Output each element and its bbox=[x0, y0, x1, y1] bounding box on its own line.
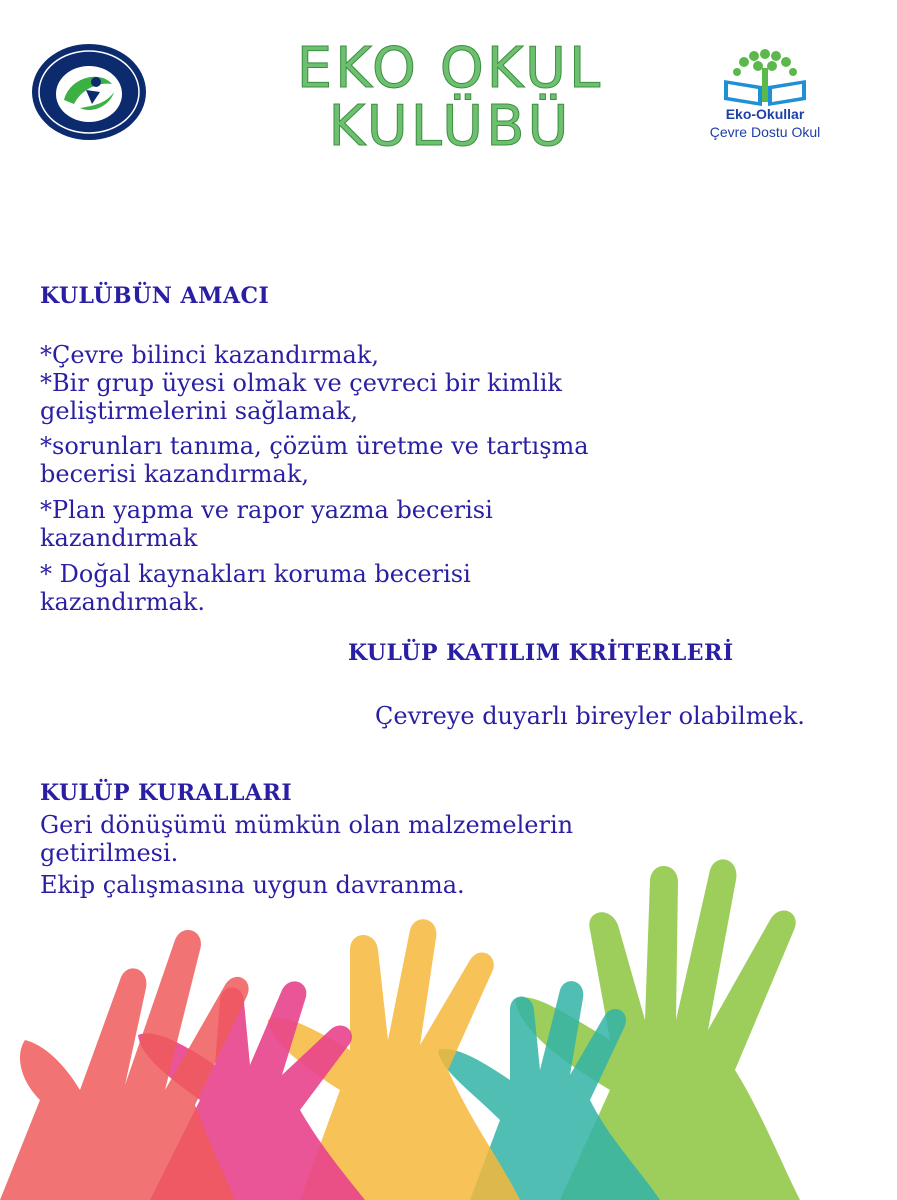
eco-logo-name: Eko-Okullar bbox=[725, 106, 805, 122]
aims-line: *sorunları tanıma, çözüm üretme ve tartışma bbox=[40, 432, 589, 460]
criteria-text: Çevreye duyarlı bireyler olabilmek. bbox=[375, 702, 805, 730]
aims-line: becerisi kazandırmak, bbox=[40, 460, 309, 488]
title-line-2: KULÜBÜ bbox=[328, 94, 572, 159]
aims-heading: KULÜBÜN AMACI bbox=[40, 283, 270, 309]
aims-line: *Çevre bilinci kazandırmak, bbox=[40, 341, 380, 369]
rules-line: getirilmesi. bbox=[40, 839, 179, 867]
rules-line: Ekip çalışmasına uygun davranma. bbox=[40, 871, 465, 899]
eco-logo-subtitle: Çevre Dostu Okul bbox=[709, 124, 821, 140]
aims-line: geliştirmelerini sağlamak, bbox=[40, 397, 358, 425]
title-line-1: EKO OKUL bbox=[296, 36, 604, 101]
aims-line: kazandırmak. bbox=[40, 588, 206, 616]
aims-line: * Doğal kaynakları koruma becerisi bbox=[40, 560, 471, 588]
red-hand-icon bbox=[0, 930, 249, 1200]
colorful-hands-illustration bbox=[0, 840, 897, 1200]
rules-heading: KULÜP KURALLARI bbox=[40, 780, 293, 806]
aims-line: *Bir grup üyesi olmak ve çevreci bir kimlik bbox=[40, 369, 562, 397]
aims-line: *Plan yapma ve rapor yazma becerisi bbox=[40, 496, 493, 524]
rules-line: Geri dönüşümü mümkün olan malzemelerin bbox=[40, 811, 574, 839]
aims-line: kazandırmak bbox=[40, 524, 198, 552]
school-seal-logo bbox=[30, 42, 148, 142]
criteria-heading: KULÜP KATILIM KRİTERLERİ bbox=[348, 640, 734, 666]
poster-title bbox=[270, 36, 630, 159]
